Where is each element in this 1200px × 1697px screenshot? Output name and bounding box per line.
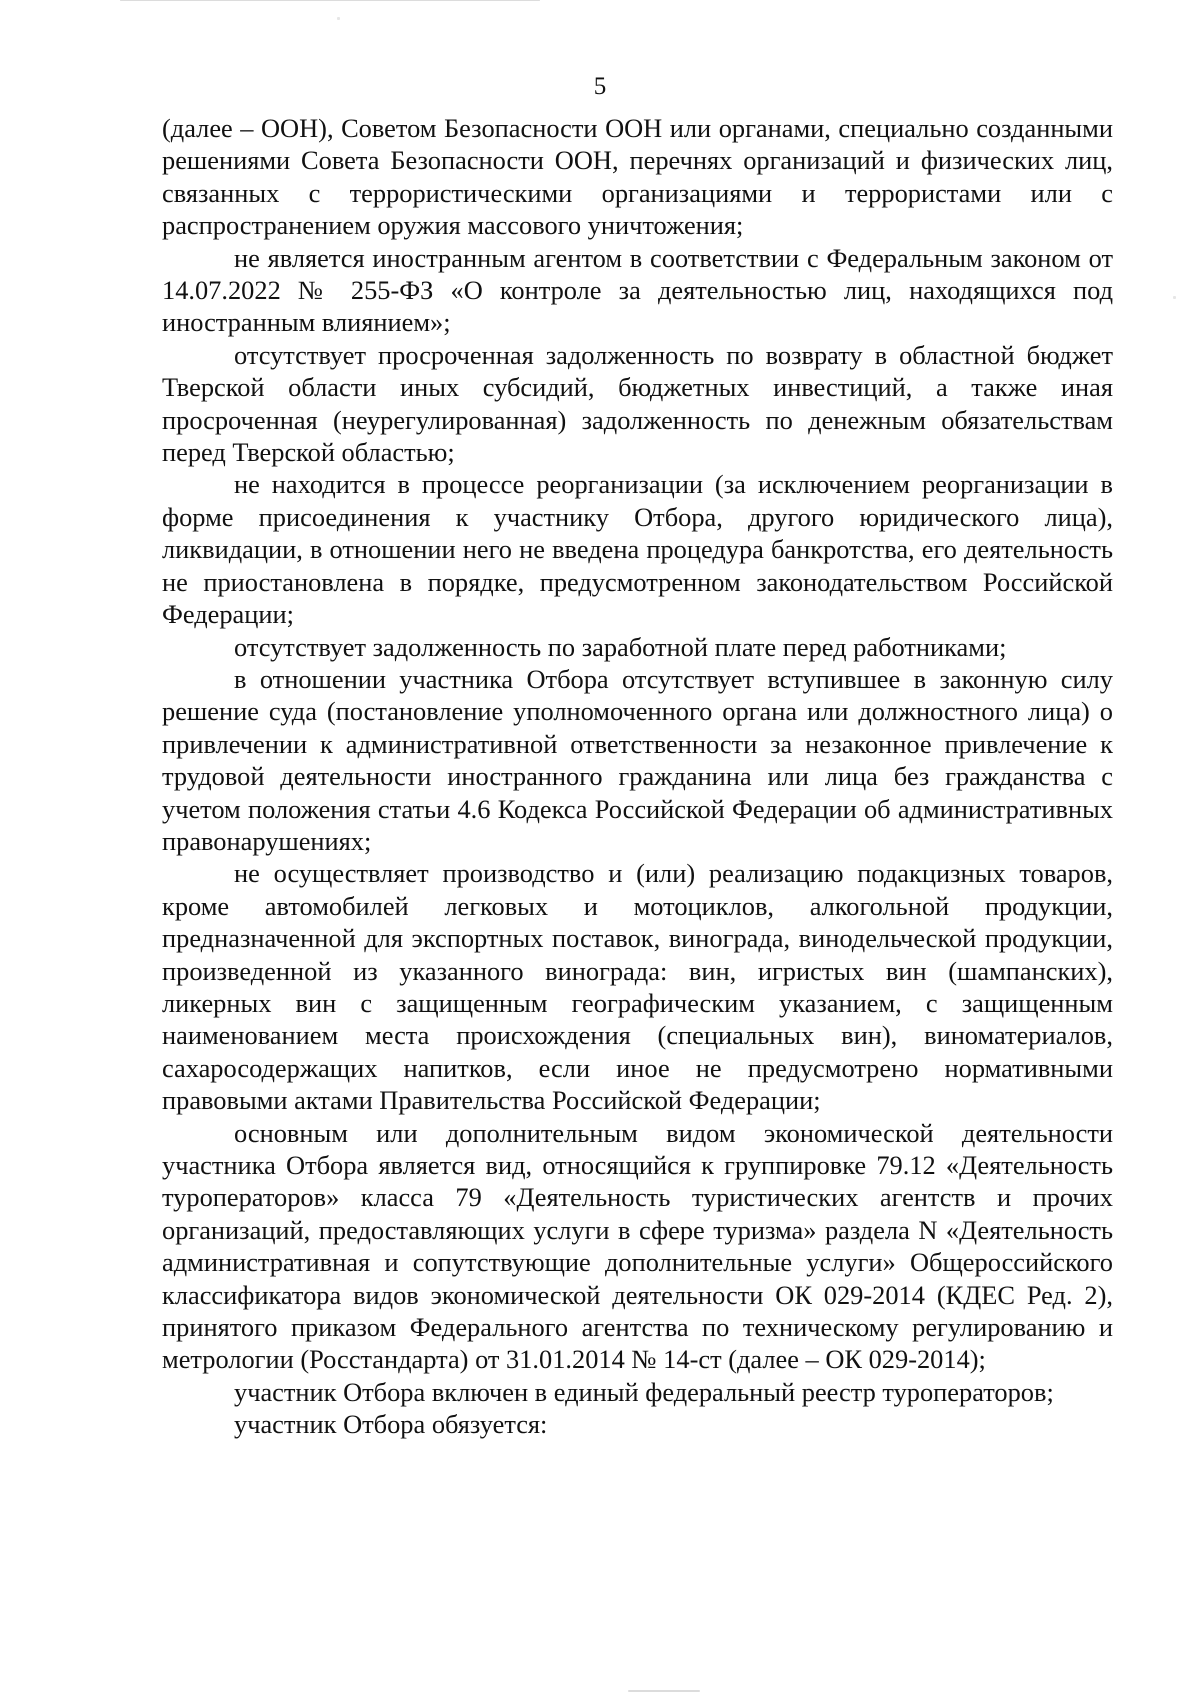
- document-body: [162, 112, 1113, 1441]
- paragraph: в отношении участника Отбора отсутствует вступившее в законную силу решение суда (постановление уполномоченного органа или должностного лица) о привлечении к административной ответственности за незаконное привлечение к трудовой деятельности иностранного гражданина или лица без гражданства с учетом положения статьи 4.6 Кодекса Российской Федерации об административных правонарушениях;: [162, 663, 1113, 856]
- paragraph: участник Отбора обязуется:: [234, 1409, 548, 1440]
- scan-artifact: [1173, 296, 1176, 299]
- page-number: 5: [593, 73, 607, 100]
- scan-artifact: [120, 0, 540, 1]
- paragraph: участник Отбора включен в единый федеральный реестр туроператоров;: [234, 1376, 1054, 1407]
- paragraph: не осуществляет производство и (или) реализацию подакцизных товаров, кроме автомобилей легковых и мотоциклов, алкогольной продукции, предназначенной для экспортных поставок, винограда, винодельческой продукции, произведенной из указанного винограда: вин, игристых вин (шампанских), ликерных вин с защищенным географическим указанием, с защищенным наименованием места происхождения (специальных вин), виноматериалов, сахаросодержащих напитков, если иное не предусмотрено нормативными правовыми актами Правительства Российской Федерации;: [162, 858, 1113, 1116]
- paragraph: отсутствует задолженность по заработной плате перед работниками;: [234, 631, 1007, 662]
- scan-artifact: [337, 17, 340, 20]
- scan-artifact: [628, 1690, 700, 1692]
- paragraph: (далее – ООН), Советом Безопасности ООН или органами, специально созданными решениями Совета Безопасности ООН, перечнях организаций и физических лиц, связанных с террористическими организациями и террористами или с распространением оружия массового уничтожения;: [162, 113, 1113, 241]
- paragraph: не является иностранным агентом в соответствии с Федеральным законом от 14.07.2022 № 255-ФЗ «О контроле за деятельностью лиц, находящихся под иностранным влиянием»;: [162, 242, 1113, 338]
- paragraph: основным или дополнительным видом экономической деятельности участника Отбора является вид, относящийся к группировке 79.12 «Деятельность туроператоров» класса 79 «Деятельность туристических агентств и прочих организаций, предоставляющих услуги в сфере туризма» раздела N «Деятельность административная и сопутствующие дополнительные услуги» Общероссийского классификатора видов экономической деятельности ОК 029-2014 (КДЕС Ред. 2), принятого приказом Федерального агентства по техническому регулированию и метрологии (Росстандарта) от 31.01.2014 № 14-ст (далее – ОК 029-2014);: [162, 1117, 1113, 1375]
- paragraph: отсутствует просроченная задолженность по возврату в областной бюджет Тверской области иных субсидий, бюджетных инвестиций, а также иная просроченная (неурегулированная) задолженность по денежным обязательствам перед Тверской областью;: [162, 339, 1113, 468]
- paragraph: не находится в процессе реорганизации (за исключением реорганизации в форме присоединения к участнику Отбора, другого юридического лица), ликвидации, в отношении него не введена процедура банкротства, его деятельность не приостановлена в порядке, предусмотренном законодательством Российской Федерации;: [162, 469, 1113, 630]
